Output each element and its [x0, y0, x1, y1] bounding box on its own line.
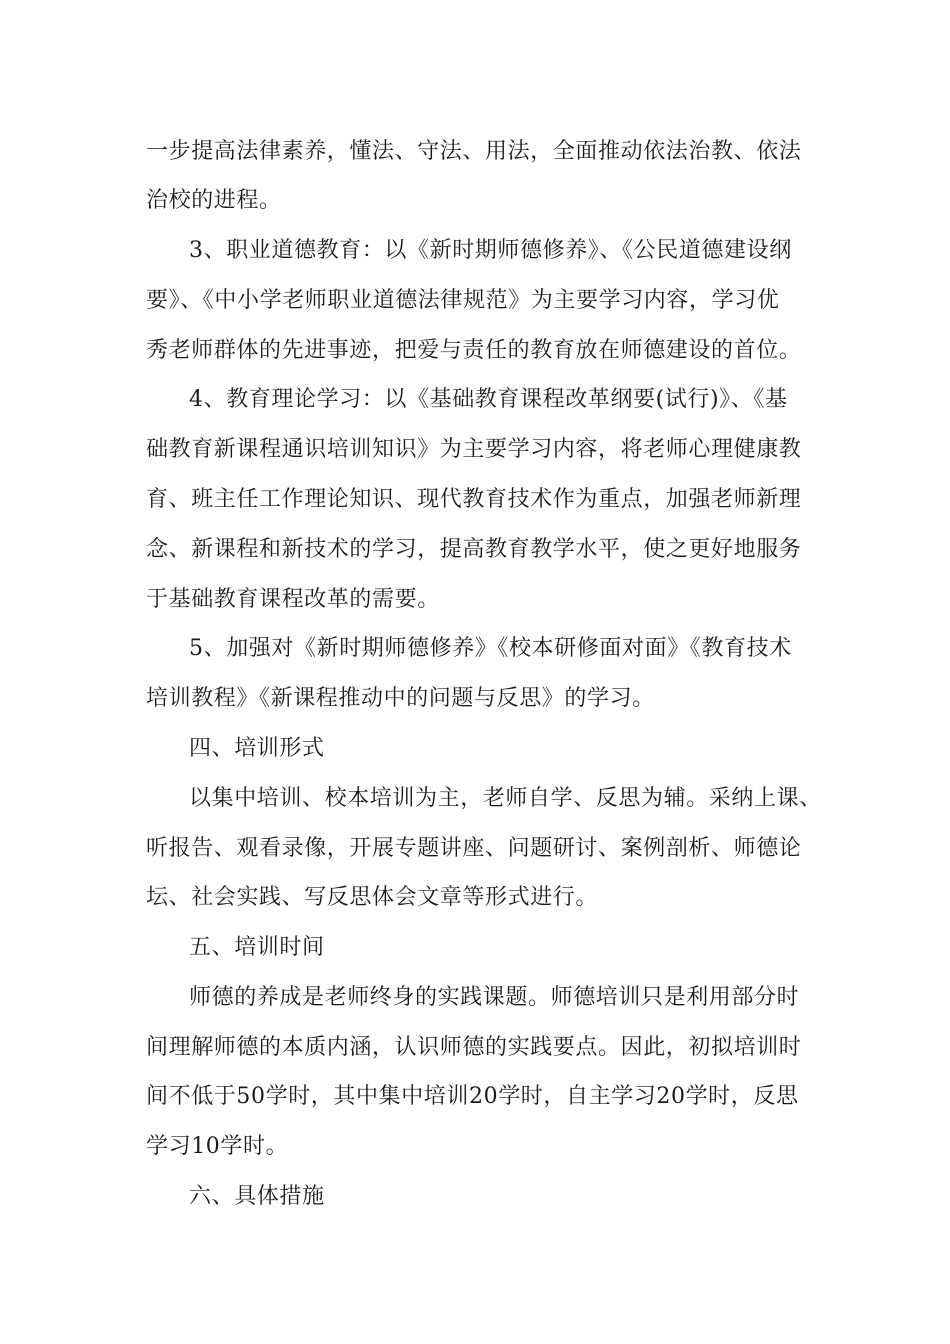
section-heading: 六、具体措施: [189, 1184, 325, 1209]
text-line: 学习10学时。: [146, 1134, 289, 1159]
section-heading: 四、培训形式: [189, 736, 325, 761]
text-line: 培训教程》《新课程推动中的问题与反思》的学习。: [146, 686, 655, 711]
text-line: 以集中培训、校本培训为主，老师自学、反思为辅。采纳上课、: [189, 786, 822, 811]
text-line: 坛、社会实践、写反思体会文章等形式进行。: [146, 885, 599, 910]
text-line: 念、新课程和新技术的学习，提高教育教学水平，使之更好地服务: [146, 537, 802, 562]
text-line: 要》、《中小学老师职业道德法律规范》为主要学习内容，学习优: [146, 288, 780, 313]
text-line: 治校的进程。: [146, 188, 282, 213]
text-line: 一步提高法律素养，懂法、守法、用法，全面推动依法治教、依法: [146, 139, 802, 164]
text-line: 间理解师德的本质内涵，认识师德的实践要点。因此，初拟培训时: [146, 1035, 802, 1060]
text-line: 间不低于50学时，其中集中培训20学时，自主学习20学时，反思: [146, 1084, 799, 1109]
text-line: 育、班主任工作理论知识、现代教育技术作为重点，加强老师新理: [146, 487, 802, 512]
list-item-heading: 4、教育理论学习：以《基础教育课程改革纲要(试行)》、《基: [189, 387, 788, 412]
list-item-heading: 3、职业道德教育：以《新时期师德修养》、《公民道德建设纲: [189, 238, 792, 263]
section-heading: 五、培训时间: [189, 935, 325, 960]
text-line: 础教育新课程通识培训知识》为主要学习内容，将老师心理健康教: [146, 437, 802, 462]
text-line: 秀老师群体的先进事迹，把爱与责任的教育放在师德建设的首位。: [146, 338, 802, 363]
text-line: 师德的养成是老师终身的实践课题。师德培训只是利用部分时: [189, 985, 800, 1010]
list-item-heading: 5、加强对《新时期师德修养》《校本研修面对面》《教育技术: [189, 636, 792, 661]
text-line: 于基础教育课程改革的需要。: [146, 587, 440, 612]
text-line: 听报告、观看录像，开展专题讲座、问题研讨、案例剖析、师德论: [146, 836, 802, 861]
